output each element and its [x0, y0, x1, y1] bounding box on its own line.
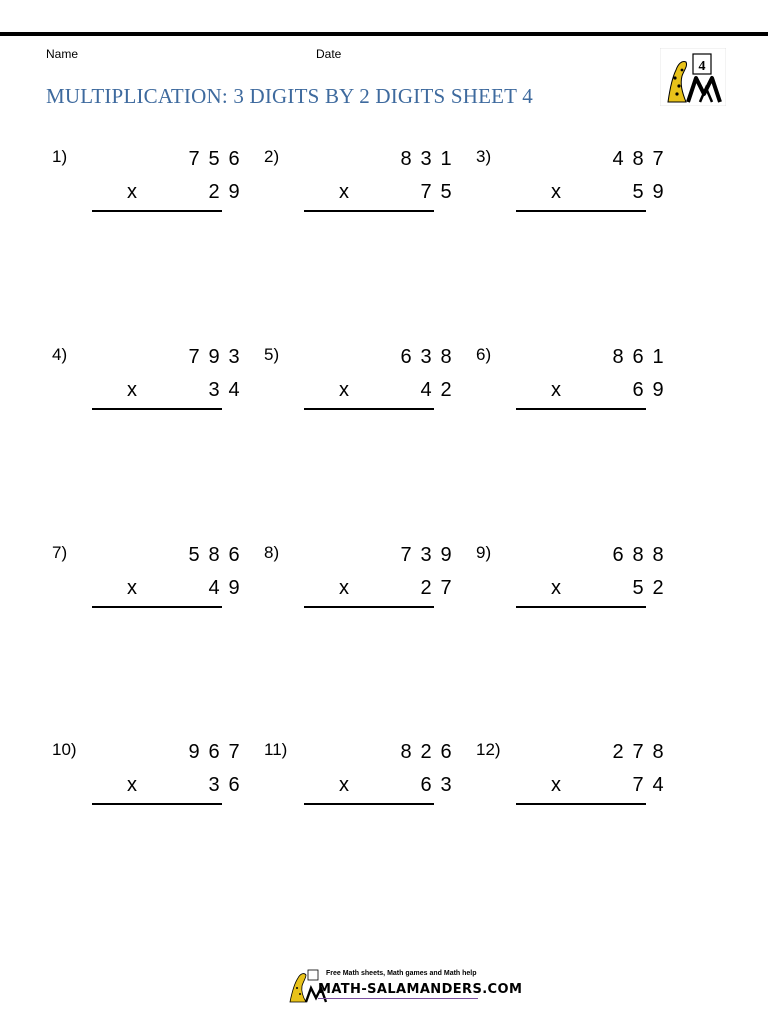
multiplicand-digit: 4 — [612, 148, 624, 170]
problem-12 — [476, 740, 676, 840]
multiplicand-digit: 8 — [440, 346, 452, 368]
multiplicand-digit: 3 — [420, 544, 432, 566]
salamander-logo — [660, 48, 726, 106]
answer-line — [92, 210, 222, 212]
multiply-sign: x — [339, 577, 349, 599]
multiplier-digit: 7 — [440, 577, 452, 599]
worksheet-title: MULTIPLICATION: 3 DIGITS BY 2 DIGITS SHEET 4 — [46, 84, 533, 108]
multiply-sign: x — [127, 774, 137, 796]
multiplicand-digit: 6 — [612, 544, 624, 566]
multiplier — [628, 577, 668, 600]
multiplier-digit: 2 — [652, 577, 664, 599]
multiplicand-digit: 7 — [188, 346, 200, 368]
multiplier — [628, 379, 668, 402]
problem-8 — [264, 543, 464, 643]
multiplicand-digit: 8 — [612, 346, 624, 368]
logo-digit: 4 — [698, 59, 706, 74]
multiplier — [628, 774, 668, 797]
multiplicand-digit: 8 — [652, 544, 664, 566]
problem-number: 3) — [476, 147, 492, 166]
multiplier-digit: 3 — [208, 774, 220, 796]
multiplier — [416, 379, 456, 402]
multiplier-digit: 7 — [420, 181, 432, 203]
multiply-sign: x — [127, 577, 137, 599]
multiplicand-digit: 2 — [420, 741, 432, 763]
multiplicand-digit: 7 — [400, 544, 412, 566]
multiplicand-digit: 5 — [208, 148, 220, 170]
multiplier-digit: 7 — [632, 774, 644, 796]
multiply-sign: x — [127, 379, 137, 401]
multiplier-digit: 4 — [228, 379, 240, 401]
problem-number: 6) — [476, 345, 492, 364]
problem-1 — [52, 147, 252, 247]
multiplicand-digit: 8 — [632, 148, 644, 170]
multiplicand-digit: 6 — [440, 741, 452, 763]
multiplier-digit: 9 — [652, 379, 664, 401]
problem-4 — [52, 345, 252, 445]
problem-number: 1) — [52, 147, 68, 166]
multiplier-digit: 9 — [228, 181, 240, 203]
multiplicand-digit: 9 — [440, 544, 452, 566]
problem-3 — [476, 147, 676, 247]
multiplicand-digit: 3 — [228, 346, 240, 368]
multiplier-digit: 6 — [228, 774, 240, 796]
multiplicand — [396, 346, 456, 369]
multiplicand — [184, 346, 244, 369]
multiplicand-digit: 7 — [632, 741, 644, 763]
multiplicand-digit: 6 — [632, 346, 644, 368]
footer-site-name: MATH-SALAMANDERS.COM — [318, 982, 523, 997]
multiply-sign: x — [551, 774, 561, 796]
multiplier-digit: 3 — [208, 379, 220, 401]
multiplicand — [608, 148, 668, 171]
multiplicand — [396, 148, 456, 171]
multiplicand-digit: 7 — [652, 148, 664, 170]
multiplicand-digit: 8 — [652, 741, 664, 763]
top-rule — [0, 32, 768, 36]
multiplier-digit: 4 — [420, 379, 432, 401]
multiplicand-digit: 3 — [420, 148, 432, 170]
date-label: Date — [316, 47, 342, 61]
multiplier — [204, 379, 244, 402]
multiplicand-digit: 2 — [612, 741, 624, 763]
problem-number: 12) — [476, 740, 501, 759]
multiplicand-digit: 6 — [228, 544, 240, 566]
footer-underline — [318, 998, 478, 999]
multiply-sign: x — [127, 181, 137, 203]
problem-number: 8) — [264, 543, 280, 562]
multiplier-digit: 4 — [652, 774, 664, 796]
footer-tagline: Free Math sheets, Math games and Math help — [326, 970, 477, 977]
multiplicand — [184, 148, 244, 171]
multiply-sign: x — [339, 181, 349, 203]
multiplier — [416, 577, 456, 600]
multiplicand — [184, 741, 244, 764]
answer-line — [304, 803, 434, 805]
multiplier — [416, 774, 456, 797]
multiplicand-digit: 7 — [188, 148, 200, 170]
problem-number: 11) — [264, 740, 288, 759]
multiply-sign: x — [339, 774, 349, 796]
multiplier-digit: 3 — [440, 774, 452, 796]
problem-number: 4) — [52, 345, 68, 364]
multiplicand — [608, 346, 668, 369]
answer-line — [516, 210, 646, 212]
answer-line — [92, 606, 222, 608]
multiply-sign: x — [551, 379, 561, 401]
problem-9 — [476, 543, 676, 643]
multiplier-digit: 5 — [632, 577, 644, 599]
multiplier-digit: 6 — [420, 774, 432, 796]
multiplier-digit: 2 — [440, 379, 452, 401]
problem-6 — [476, 345, 676, 445]
multiplier-digit: 2 — [420, 577, 432, 599]
multiplier — [416, 181, 456, 204]
multiply-sign: x — [551, 181, 561, 203]
multiplicand-digit: 6 — [400, 346, 412, 368]
name-label: Name — [46, 47, 79, 61]
answer-line — [304, 408, 434, 410]
multiplier-digit: 9 — [652, 181, 664, 203]
multiplicand-digit: 7 — [228, 741, 240, 763]
problem-number: 5) — [264, 345, 280, 364]
problem-2 — [264, 147, 464, 247]
multiplicand — [396, 544, 456, 567]
problem-11 — [264, 740, 464, 840]
problem-7 — [52, 543, 252, 643]
problem-number: 2) — [264, 147, 280, 166]
multiplier-digit: 9 — [228, 577, 240, 599]
answer-line — [516, 803, 646, 805]
multiplier — [204, 577, 244, 600]
multiplicand-digit: 8 — [400, 148, 412, 170]
multiplicand — [396, 741, 456, 764]
multiplicand — [184, 544, 244, 567]
multiplicand — [608, 741, 668, 764]
multiplicand-digit: 9 — [188, 741, 200, 763]
multiplier-digit: 5 — [440, 181, 452, 203]
problem-number: 10) — [52, 740, 77, 759]
answer-line — [304, 210, 434, 212]
multiplicand-digit: 8 — [400, 741, 412, 763]
answer-line — [92, 408, 222, 410]
multiplier-digit: 6 — [632, 379, 644, 401]
multiplicand-digit: 8 — [632, 544, 644, 566]
multiplicand-digit: 5 — [188, 544, 200, 566]
multiply-sign: x — [339, 379, 349, 401]
multiplicand-digit: 3 — [420, 346, 432, 368]
multiplier — [204, 181, 244, 204]
answer-line — [304, 606, 434, 608]
problem-number: 7) — [52, 543, 68, 562]
multiplier-digit: 2 — [208, 181, 220, 203]
multiplier-digit: 5 — [632, 181, 644, 203]
answer-line — [516, 408, 646, 410]
multiplicand-digit: 6 — [228, 148, 240, 170]
multiply-sign: x — [551, 577, 561, 599]
multiplier-digit: 4 — [208, 577, 220, 599]
answer-line — [92, 803, 222, 805]
answer-line — [516, 606, 646, 608]
multiplicand-digit: 1 — [440, 148, 452, 170]
multiplicand-digit: 9 — [208, 346, 220, 368]
multiplier — [628, 181, 668, 204]
problem-5 — [264, 345, 464, 445]
multiplicand-digit: 1 — [652, 346, 664, 368]
multiplicand — [608, 544, 668, 567]
problem-number: 9) — [476, 543, 492, 562]
multiplicand-digit: 8 — [208, 544, 220, 566]
multiplicand-digit: 6 — [208, 741, 220, 763]
multiplier — [204, 774, 244, 797]
problem-10 — [52, 740, 252, 840]
